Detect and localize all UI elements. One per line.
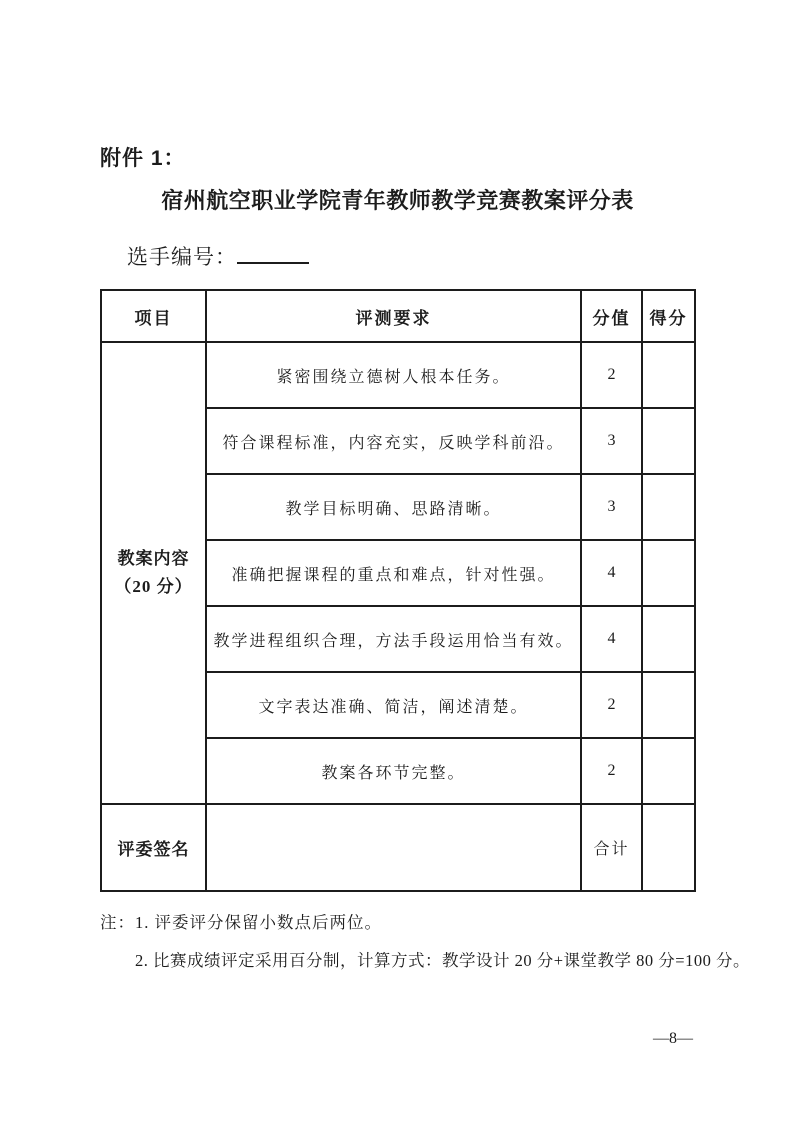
earned-score-cell <box>642 408 695 474</box>
judge-signature-label: 评委签名 <box>101 804 206 891</box>
requirement-cell: 教学进程组织合理，方法手段运用恰当有效。 <box>206 606 581 672</box>
attachment-label: 附件 1： <box>100 147 186 170</box>
document-title: 宿州航空职业学院青年教师教学竞赛教案评分表 <box>161 188 634 213</box>
column-header-item: 项目 <box>101 290 206 342</box>
earned-score-cell <box>642 540 695 606</box>
scoring-table <box>100 289 696 892</box>
column-header-score: 分值 <box>581 290 642 342</box>
requirement-cell: 文字表达准确、简洁，阐述清楚。 <box>206 672 581 738</box>
category-line-2: （20 分） <box>114 577 193 596</box>
judge-signature-row <box>101 804 695 891</box>
score-cell: 3 <box>581 474 642 540</box>
requirement-cell: 教学目标明确、思路清晰。 <box>206 474 581 540</box>
category-line-1: 教案内容 <box>117 549 190 568</box>
score-cell: 4 <box>581 606 642 672</box>
earned-score-cell <box>642 606 695 672</box>
requirement-cell: 紧密围绕立德树人根本任务。 <box>206 342 581 408</box>
earned-score-cell <box>642 738 695 804</box>
category-cell <box>101 342 206 804</box>
requirement-cell: 准确把握课程的重点和难点，针对性强。 <box>206 540 581 606</box>
note-line-1: 注：1. 评委评分保留小数点后两位。 <box>100 913 382 932</box>
column-header-earned: 得分 <box>642 290 695 342</box>
earned-score-cell <box>642 474 695 540</box>
judge-signature-area <box>206 804 581 891</box>
earned-score-cell <box>642 342 695 408</box>
page-number: —8— <box>653 1030 693 1047</box>
contestant-number-label: 选手编号： <box>127 245 237 269</box>
score-cell: 2 <box>581 738 642 804</box>
contestant-number-blank <box>237 241 309 264</box>
earned-score-cell <box>642 672 695 738</box>
table-row <box>101 342 695 408</box>
note-line-2: 2. 比赛成绩评定采用百分制，计算方式：教学设计 20 分+课堂教学 80 分=100 分。 <box>135 951 750 970</box>
score-cell: 2 <box>581 672 642 738</box>
contestant-number-line <box>127 241 309 271</box>
total-label: 合计 <box>581 804 642 891</box>
column-header-requirement: 评测要求 <box>206 290 581 342</box>
requirement-cell: 教案各环节完整。 <box>206 738 581 804</box>
score-cell: 3 <box>581 408 642 474</box>
score-cell: 4 <box>581 540 642 606</box>
score-cell: 2 <box>581 342 642 408</box>
table-header-row <box>101 290 695 342</box>
requirement-cell: 符合课程标准，内容充实，反映学科前沿。 <box>206 408 581 474</box>
total-score-cell <box>642 804 695 891</box>
